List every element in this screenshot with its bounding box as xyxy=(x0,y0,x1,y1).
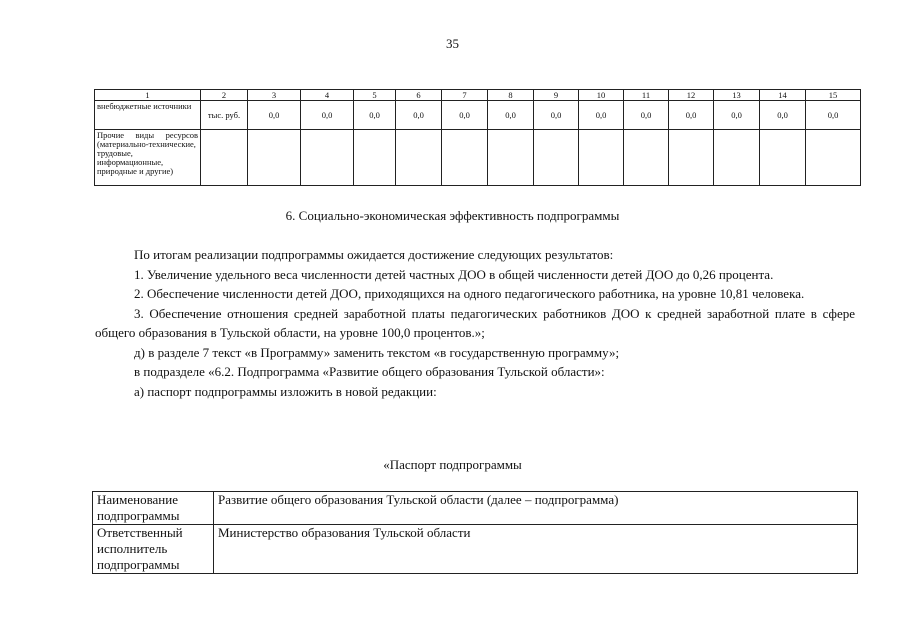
page-number: 35 xyxy=(446,36,459,51)
value-cell xyxy=(396,130,442,186)
section-body xyxy=(95,245,855,401)
value-cell xyxy=(714,130,760,186)
table-row xyxy=(95,101,861,130)
passport-value: Развитие общего образования Тульской области (далее – подпрограмма) xyxy=(214,492,858,525)
value-cell xyxy=(488,130,534,186)
header-cell: 1 xyxy=(95,90,201,101)
value-cell xyxy=(760,130,806,186)
value-cell: 0,0 xyxy=(301,101,354,130)
value-cell: 0,0 xyxy=(396,101,442,130)
paragraph: в подразделе «6.2. Подпрограмма «Развитие общего образования Тульской области»: xyxy=(134,364,605,379)
paragraph: 2. Обеспечение численности детей ДОО, приходящихся на одного педагогического работника, на уровне 10,81 человека. xyxy=(134,286,805,301)
value-cell xyxy=(669,130,714,186)
value-cell xyxy=(806,130,861,186)
row-label: внебюджетные источники xyxy=(95,101,201,130)
header-cell: 11 xyxy=(624,90,669,101)
value-cell: 0,0 xyxy=(488,101,534,130)
value-cell: 0,0 xyxy=(806,101,861,130)
value-cell: 0,0 xyxy=(534,101,579,130)
passport-row xyxy=(93,525,858,574)
passport-label: Наименование подпрограммы xyxy=(93,492,214,525)
unit-cell xyxy=(201,130,248,186)
header-cell: 13 xyxy=(714,90,760,101)
paragraph: 3. Обеспечение отношения средней заработной платы педагогических работников ДОО к средней заработной плате в сфере общего образования в Тульской области, на уровне 100,0 процентов.»; xyxy=(95,305,855,340)
unit-cell: тыс. руб. xyxy=(201,101,248,130)
value-cell: 0,0 xyxy=(714,101,760,130)
header-cell: 9 xyxy=(534,90,579,101)
passport-table xyxy=(92,491,858,574)
header-cell: 14 xyxy=(760,90,806,101)
header-cell: 6 xyxy=(396,90,442,101)
header-cell: 15 xyxy=(806,90,861,101)
value-cell: 0,0 xyxy=(354,101,396,130)
header-cell: 12 xyxy=(669,90,714,101)
table-header-row xyxy=(95,90,861,101)
value-cell xyxy=(579,130,624,186)
passport-label: Ответственный исполнитель подпрограммы xyxy=(93,525,214,574)
value-cell: 0,0 xyxy=(579,101,624,130)
value-cell xyxy=(442,130,488,186)
header-cell: 5 xyxy=(354,90,396,101)
value-cell: 0,0 xyxy=(760,101,806,130)
value-cell xyxy=(624,130,669,186)
resources-table xyxy=(94,89,861,186)
section-heading: 6. Социально-экономическая эффективность подпрограммы xyxy=(285,208,620,223)
header-cell: 8 xyxy=(488,90,534,101)
row-label: Прочие виды ресурсов (материально-технические, трудовые, информационные, природные и другие) xyxy=(95,130,201,186)
value-cell: 0,0 xyxy=(624,101,669,130)
value-cell xyxy=(354,130,396,186)
value-cell xyxy=(248,130,301,186)
passport-heading: «Паспорт подпрограммы xyxy=(383,457,522,472)
paragraph: а) паспорт подпрограммы изложить в новой редакции: xyxy=(134,383,437,399)
passport-value: Министерство образования Тульской области xyxy=(214,525,858,574)
paragraph: 1. Увеличение удельного веса численности детей частных ДОО в общей численности детей ДОО до 0,26 процента. xyxy=(134,266,774,282)
header-cell: 10 xyxy=(579,90,624,101)
value-cell xyxy=(301,130,354,186)
header-cell: 7 xyxy=(442,90,488,101)
paragraph: По итогам реализации подпрограммы ожидается достижение следующих результатов: xyxy=(134,247,614,262)
table-row xyxy=(95,130,861,186)
value-cell xyxy=(534,130,579,186)
passport-row xyxy=(93,492,858,525)
header-cell: 2 xyxy=(201,90,248,101)
value-cell: 0,0 xyxy=(669,101,714,130)
value-cell: 0,0 xyxy=(248,101,301,130)
value-cell: 0,0 xyxy=(442,101,488,130)
header-cell: 3 xyxy=(248,90,301,101)
paragraph: д) в разделе 7 текст «в Программу» заменить текстом «в государственную программу»; xyxy=(134,344,620,360)
header-cell: 4 xyxy=(301,90,354,101)
